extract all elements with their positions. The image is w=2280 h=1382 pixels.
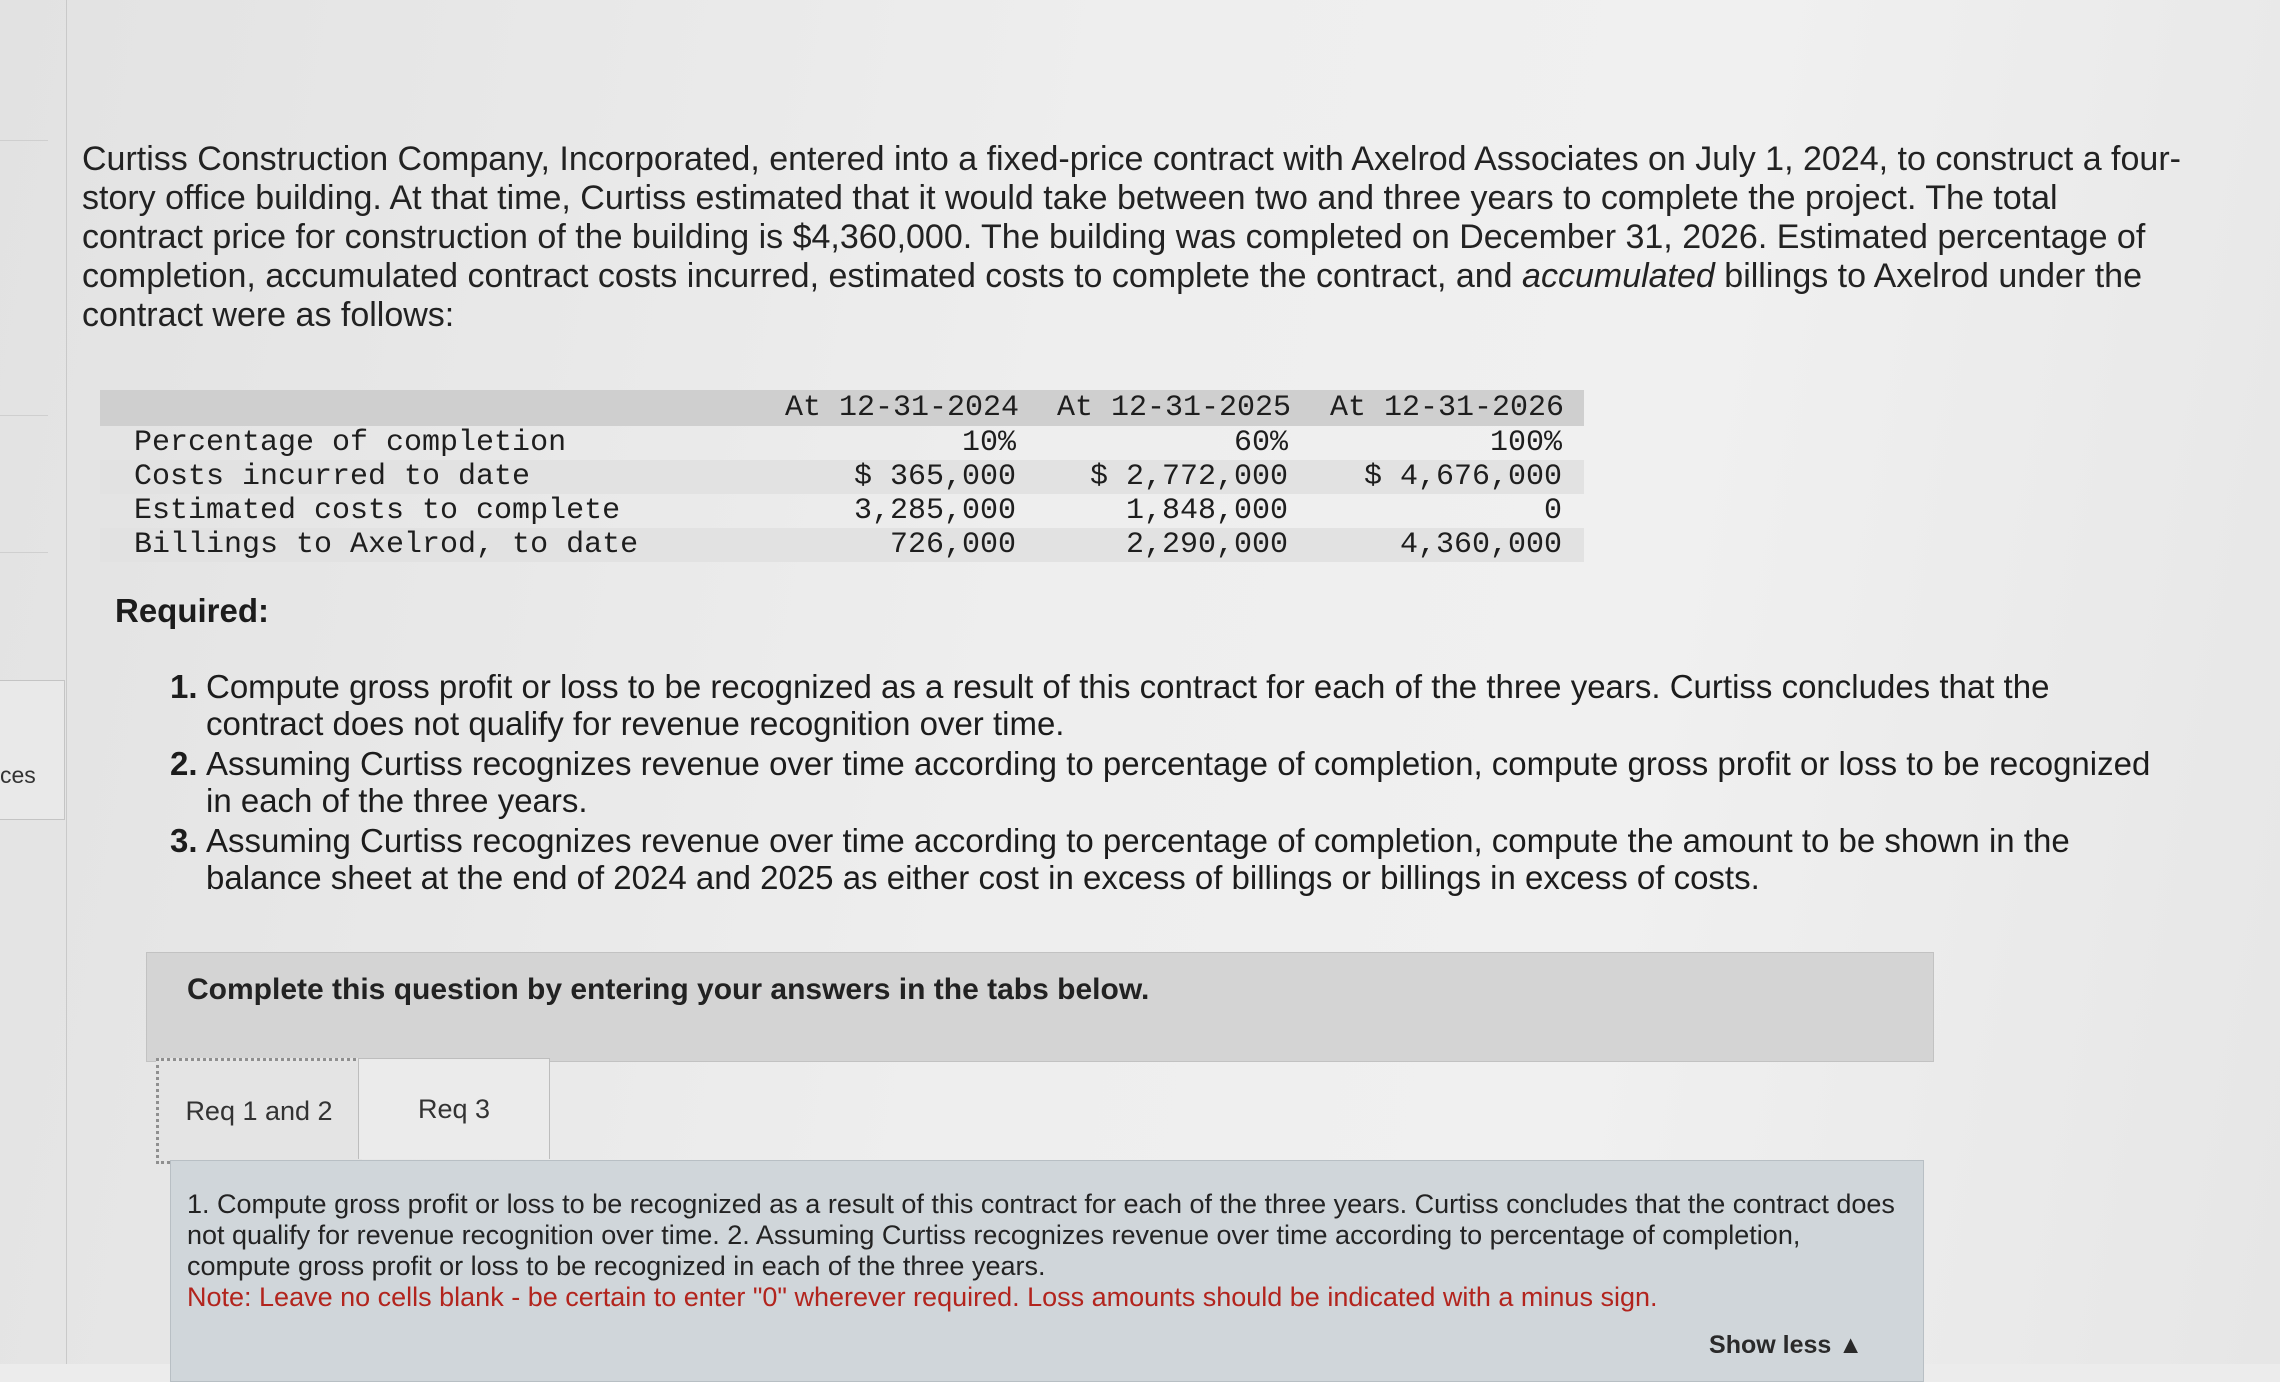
table-cell: 2,290,000 [1125,528,1288,562]
list-item [170,745,2160,819]
item-text: Assuming Curtiss recognizes revenue over time according to percentage of completion, compute gross profit or loss to be recognized in each of the three years. [206,745,2151,819]
table-row [100,460,1584,494]
problem-emphasis: accumulated [1522,257,1715,295]
row-label: Costs incurred to date [134,460,531,494]
item-number: 1. [170,668,198,705]
table-cell: 0 [1543,494,1562,528]
instruction-text: Complete this question by entering your answers in the tabs below. [187,973,1150,1006]
table-cell: 1,848,000 [1125,494,1288,528]
note-text: Note: Leave no cells blank - be certain to enter "0" wherever required. Loss amounts should be indicated with a minus sign. [187,1282,1658,1312]
row-label: Estimated costs to complete [134,494,621,528]
table-cell: $ 2,772,000 [1089,460,1288,494]
tab-content-panel [170,1160,1924,1382]
tab-req-1-and-2[interactable]: Req 1 and 2 [156,1058,362,1164]
side-navigation [0,0,67,1364]
column-header: At 12-31-2025 [1056,391,1292,425]
nav-item-references[interactable] [0,680,65,820]
item-text: Compute gross profit or loss to be recognized as a result of this contract for each of the three years. Curtiss concludes that the contract does not qualify for revenue recognition over time. [206,668,2050,742]
list-item [170,822,2160,896]
table-cell: 3,285,000 [853,494,1016,528]
nav-item-label: ces [0,762,36,788]
table-row [100,494,1584,528]
table-cell: 10% [961,426,1016,460]
tab-instruction-text: 1. Compute gross profit or loss to be recognized as a result of this contract for each of the three years. Curtiss concludes that the contract does not qualify for revenue recognition over time. 2. Assuming Curtiss recognizes revenue over time according to percentage of completion, compute gross profit or loss to be recognized in each of the three years. [187,1189,1895,1281]
requirements-list [170,668,2160,899]
table-cell: $ 365,000 [853,460,1016,494]
table-header-row [100,390,1584,426]
row-label: Percentage of completion [134,426,567,460]
problem-paragraph-end: billings to Axelrod under the contract were as follows: [82,257,2142,334]
column-header: At 12-31-2026 [1329,391,1565,425]
column-header: At 12-31-2024 [784,391,1020,425]
table-cell: 100% [1489,426,1562,460]
table-cell: 60% [1233,426,1288,460]
item-text: Assuming Curtiss recognizes revenue over time according to percentage of completion, compute the amount to be shown in the balance sheet at the end of 2024 and 2025 as either cost in excess of billings or billings in excess of costs. [206,822,2070,896]
table-cell: 4,360,000 [1399,528,1562,562]
table-row [100,528,1584,562]
row-label: Billings to Axelrod, to date [134,528,639,562]
required-heading: Required: [115,592,270,629]
problem-paragraph: Curtiss Construction Company, Incorporated, entered into a fixed-price contract with Axelrod Associates on July 1, 2024, to construct a four-story office building. At that time, Curtiss estimated that it would take between two and three years to complete the project. The total contract price for construction of the building is $4,360,000. The building was completed on December 31, 2026. Estimated percentage of completion, accumulated contract costs incurred, estimated costs to complete the contract, and [82,140,2181,295]
instruction-panel [146,952,1934,1062]
table-cell: $ 4,676,000 [1363,460,1562,494]
contract-data-table [100,390,1584,562]
show-less-toggle[interactable]: Show less ▲ [1709,1331,1863,1359]
nav-divider [0,415,48,416]
tab-instructions [187,1189,1907,1313]
item-number: 3. [170,822,198,859]
table-header-blank [100,390,766,426]
item-number: 2. [170,745,198,782]
tab-req-3[interactable]: Req 3 [358,1058,550,1159]
table-cell: 726,000 [889,528,1016,562]
problem-statement [82,140,2182,335]
nav-divider [0,552,48,553]
table-row [100,426,1584,460]
list-item [170,668,2160,742]
nav-divider [0,140,48,141]
